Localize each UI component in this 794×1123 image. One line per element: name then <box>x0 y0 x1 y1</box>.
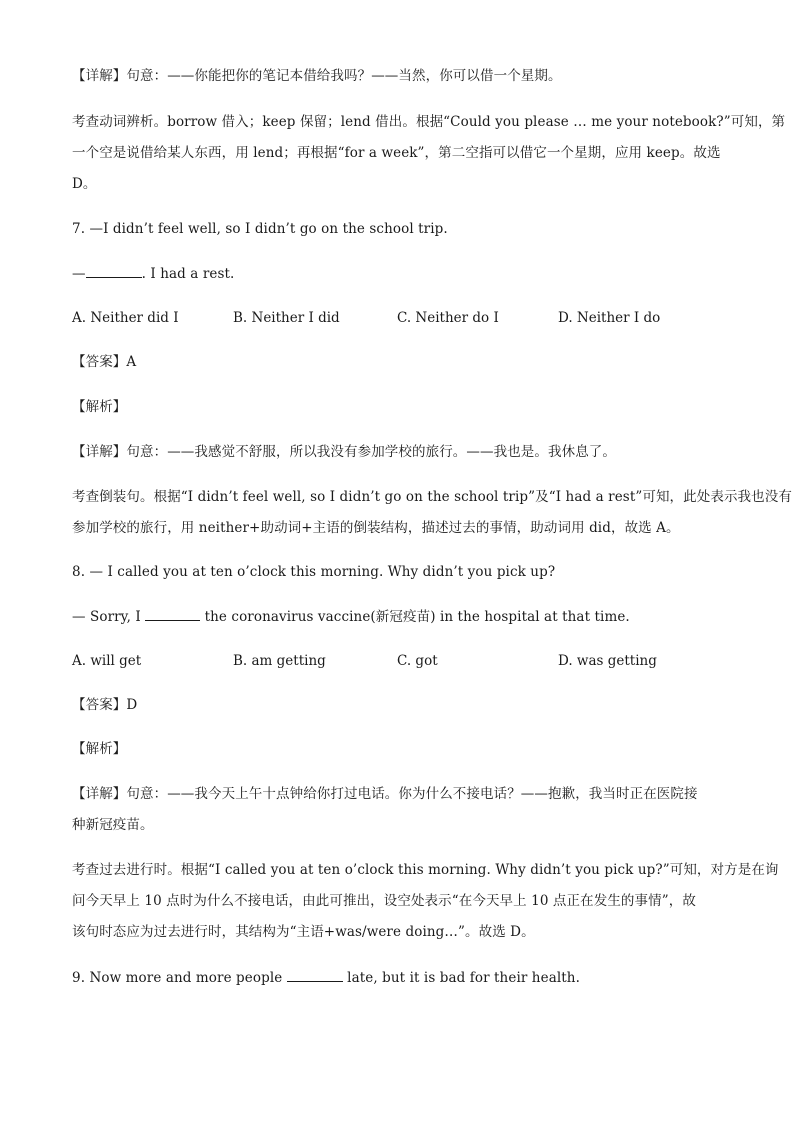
analysis-7-heading: 【解析】 <box>72 399 127 415</box>
option-8a: A. will get <box>72 653 142 669</box>
option-8c: C. got <box>397 653 438 669</box>
answer-8: 【答案】D <box>72 697 138 713</box>
option-7c: C. Neither do I <box>397 310 499 326</box>
detail-q8-line1: 【详解】句意：——我今天上午十点钟给你打过电话。你为什么不接电话？——抱歉，我当时正在医院接 <box>72 786 698 802</box>
detail-q8-line2: 种新冠疫苗。 <box>72 817 154 833</box>
question-suffix: late, but it is bad for their health. <box>342 970 580 986</box>
detail-q6: 【详解】句意：——你能把你的笔记本借给我吗？——当然，你可以借一个星期。 <box>72 68 562 84</box>
answer-7: 【答案】A <box>72 354 137 370</box>
response-suffix: the coronavirus vaccine(新冠疫苗) in the hospital at that time. <box>200 609 630 625</box>
option-7a: A. Neither did I <box>72 310 179 326</box>
explanation-q6-line1: 考查动词辨析。borrow 借入；keep 保留；lend 借出。根据“Could you please … me your notebook?”可知，第 <box>72 114 786 130</box>
explanation-q7-line1: 考查倒装句。根据“I didn’t feel well, so I didn’t go on the school trip”及“I had a rest”可知，此处表示我也没有 <box>72 489 792 505</box>
explanation-q6-line2: 一个空是说借给某人东西，用 lend；再根据“for a week”，第二空指可以借它一个星期，应用 keep。故选 <box>72 145 721 161</box>
answer-blank <box>86 263 142 278</box>
answer-blank <box>145 606 200 621</box>
question-7-response <box>72 263 722 284</box>
question-8-response <box>72 606 722 627</box>
analysis-8-heading: 【解析】 <box>72 741 127 757</box>
explanation-q7-line2: 参加学校的旅行，用 neither+助动词+主语的倒装结构，描述过去的事情，助动词用 did，故选 A。 <box>72 520 680 536</box>
explanation-q6-line3: D。 <box>72 176 97 192</box>
question-8: 8. — I called you at ten o’clock this morning. Why didn’t you pick up? <box>72 564 556 580</box>
question-9 <box>72 967 722 988</box>
detail-q7: 【详解】句意：——我感觉不舒服，所以我没有参加学校的旅行。——我也是。我休息了。 <box>72 444 616 460</box>
option-7b: B. Neither I did <box>233 310 340 326</box>
option-8d: D. was getting <box>558 653 657 669</box>
response-prefix: — Sorry, I <box>72 609 146 625</box>
response-suffix: . I had a rest. <box>141 266 235 282</box>
question-7: 7. —I didn’t feel well, so I didn’t go on the school trip. <box>72 221 448 237</box>
response-prefix: — <box>72 266 86 282</box>
explanation-q8-line3: 该句时态应为过去进行时，其结构为“主语+was/were doing…”。故选 D。 <box>72 924 535 940</box>
answer-blank <box>287 967 343 982</box>
option-8b: B. am getting <box>233 653 326 669</box>
question-prefix: 9. Now more and more people <box>72 970 287 986</box>
explanation-q8-line1: 考查过去进行时。根据“I called you at ten o’clock this morning. Why didn’t you pick up?”可知，对方是在询 <box>72 862 779 878</box>
option-7d: D. Neither I do <box>558 310 661 326</box>
explanation-q8-line2: 问今天早上 10 点时为什么不接电话，由此可推出，设空处表示“在今天早上 10 点正在发生的事情”，故 <box>72 893 696 909</box>
